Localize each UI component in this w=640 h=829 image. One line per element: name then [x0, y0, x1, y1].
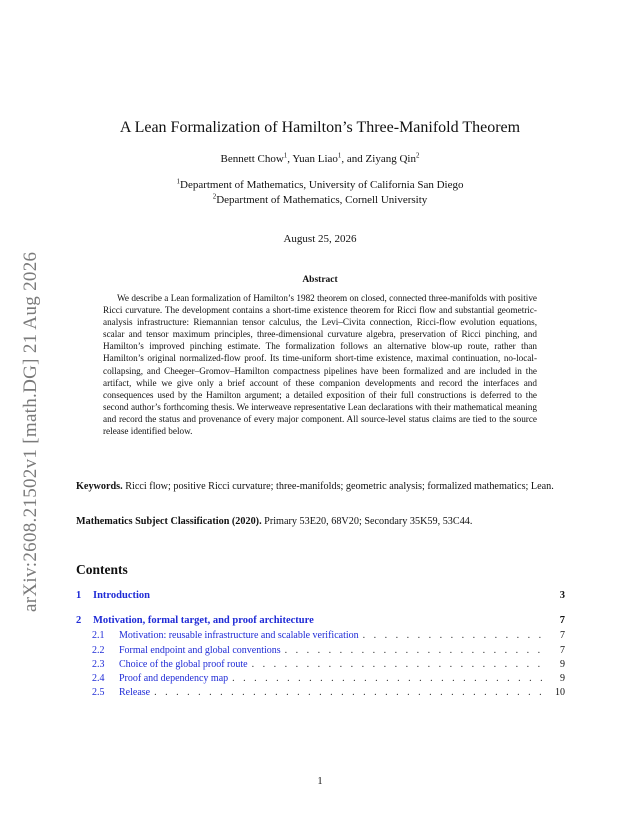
arxiv-stamp: arXiv:2608.21502v1 [math.DG] 21 Aug 2026: [20, 251, 41, 612]
abstract-heading: Abstract: [302, 275, 338, 285]
toc-link[interactable]: Proof and dependency map: [119, 673, 229, 684]
author-3: and Ziyang Qin: [346, 153, 416, 165]
toc-link[interactable]: Choice of the global proof route: [119, 659, 248, 670]
toc-leader: [363, 630, 547, 641]
author-list: Bennett Chow$^1$, Yuan Liao$^1$, and Ziyang Qin$^2$: [220, 151, 420, 165]
toc-link[interactable]: Formal endpoint and global conventions: [119, 645, 281, 656]
affiliation-1: $^1$Department of Mathematics, University of California San Diego: [176, 177, 464, 191]
keywords-text: Ricci flow; positive Ricci curvature; three-manifolds; geometric analysis; formalized mathematics; Lean.: [125, 481, 554, 492]
author-1: Bennett Chow: [220, 153, 284, 165]
msc: [76, 515, 565, 528]
toc-entry-2[interactable]: 2 Motivation, formal target, and proof architecture 7: [76, 615, 565, 626]
toc-leader: [154, 687, 547, 698]
contents-heading: Contents: [76, 562, 128, 577]
toc-leader: [285, 645, 547, 656]
author-3-sup: 2: [415, 151, 420, 160]
abstract-text: We describe a Lean formalization of Hamilton’s 1982 theorem on closed, connected three-manifolds with positive Ricci curvature. The development contains a short-time existence theorem for Ricci flow and substantial geometric-analysis infrastructure: Riemannian tensor calculus, the Levi–Civita connection, Ricci-flow evolution equations, scalar and tensor maximum principles, three-dimensional curvature algebra, preservation of Ricci pinching, and Hamilton’s improved pinching estimate. The formalization follows an alternative blow-up route, rather than Hamilton’s original normalized-flow proof. Its time-uniform short-time existence, maximal continuation, no-local-collapsing, and Cheeger–Gromov–Hamilton compactness pipelines have been formalized and are included in the artifact, while we give only a brief account of these companion developments and record the interfaces and consequences used by the Hamilton argument; a detailed exposition of their full constructions is deferred to the second author’s forthcoming thesis. We interweave representative Lean declarations with their mathematical meaning and record the status and provenance of every major component. All source-level status claims are tied to the source release identified below.: [103, 293, 537, 437]
toc-link[interactable]: Motivation: reusable infrastructure and scalable verification: [119, 630, 359, 641]
toc-entry-2-1[interactable]: 2.1 Motivation: reusable infrastructure and scalable verification . . . 7: [92, 630, 565, 641]
toc-entry-2-2[interactable]: 2.2 Formal endpoint and global conventions . . . 7: [92, 645, 565, 656]
toc-link[interactable]: Release: [119, 687, 151, 698]
paper-title: A Lean Formalization of Hamilton’s Three-Manifold Theorem: [119, 119, 521, 136]
author-2-sup: 1: [337, 151, 342, 160]
toc-entry-2-5[interactable]: 2.5 Release . . . 10: [92, 687, 565, 698]
paper-date: August 25, 2026: [283, 233, 357, 245]
keywords-label: Keywords.: [76, 481, 123, 492]
toc-link[interactable]: Introduction: [93, 590, 150, 601]
toc-entry-1[interactable]: 1 Introduction 3: [76, 590, 565, 601]
toc-entry-2-4[interactable]: 2.4 Proof and dependency map . . . 9: [92, 673, 565, 684]
msc-text: Primary 53E20, 68V20; Secondary 35K59, 53C44.: [264, 516, 473, 527]
author-1-sup: 1: [283, 151, 288, 160]
toc-entry-2-3[interactable]: 2.3 Choice of the global proof route . . . 9: [92, 659, 565, 670]
toc-leader: [252, 659, 547, 670]
msc-label: Mathematics Subject Classification (2020).: [76, 516, 262, 527]
toc-link[interactable]: Motivation, formal target, and proof architecture: [93, 615, 314, 626]
toc-leader: [232, 673, 547, 684]
affiliation-2: $^2$Department of Mathematics, Cornell University: [212, 192, 428, 206]
page-number: 1: [317, 776, 323, 787]
keywords: [76, 480, 565, 493]
author-2: Yuan Liao: [292, 153, 338, 165]
